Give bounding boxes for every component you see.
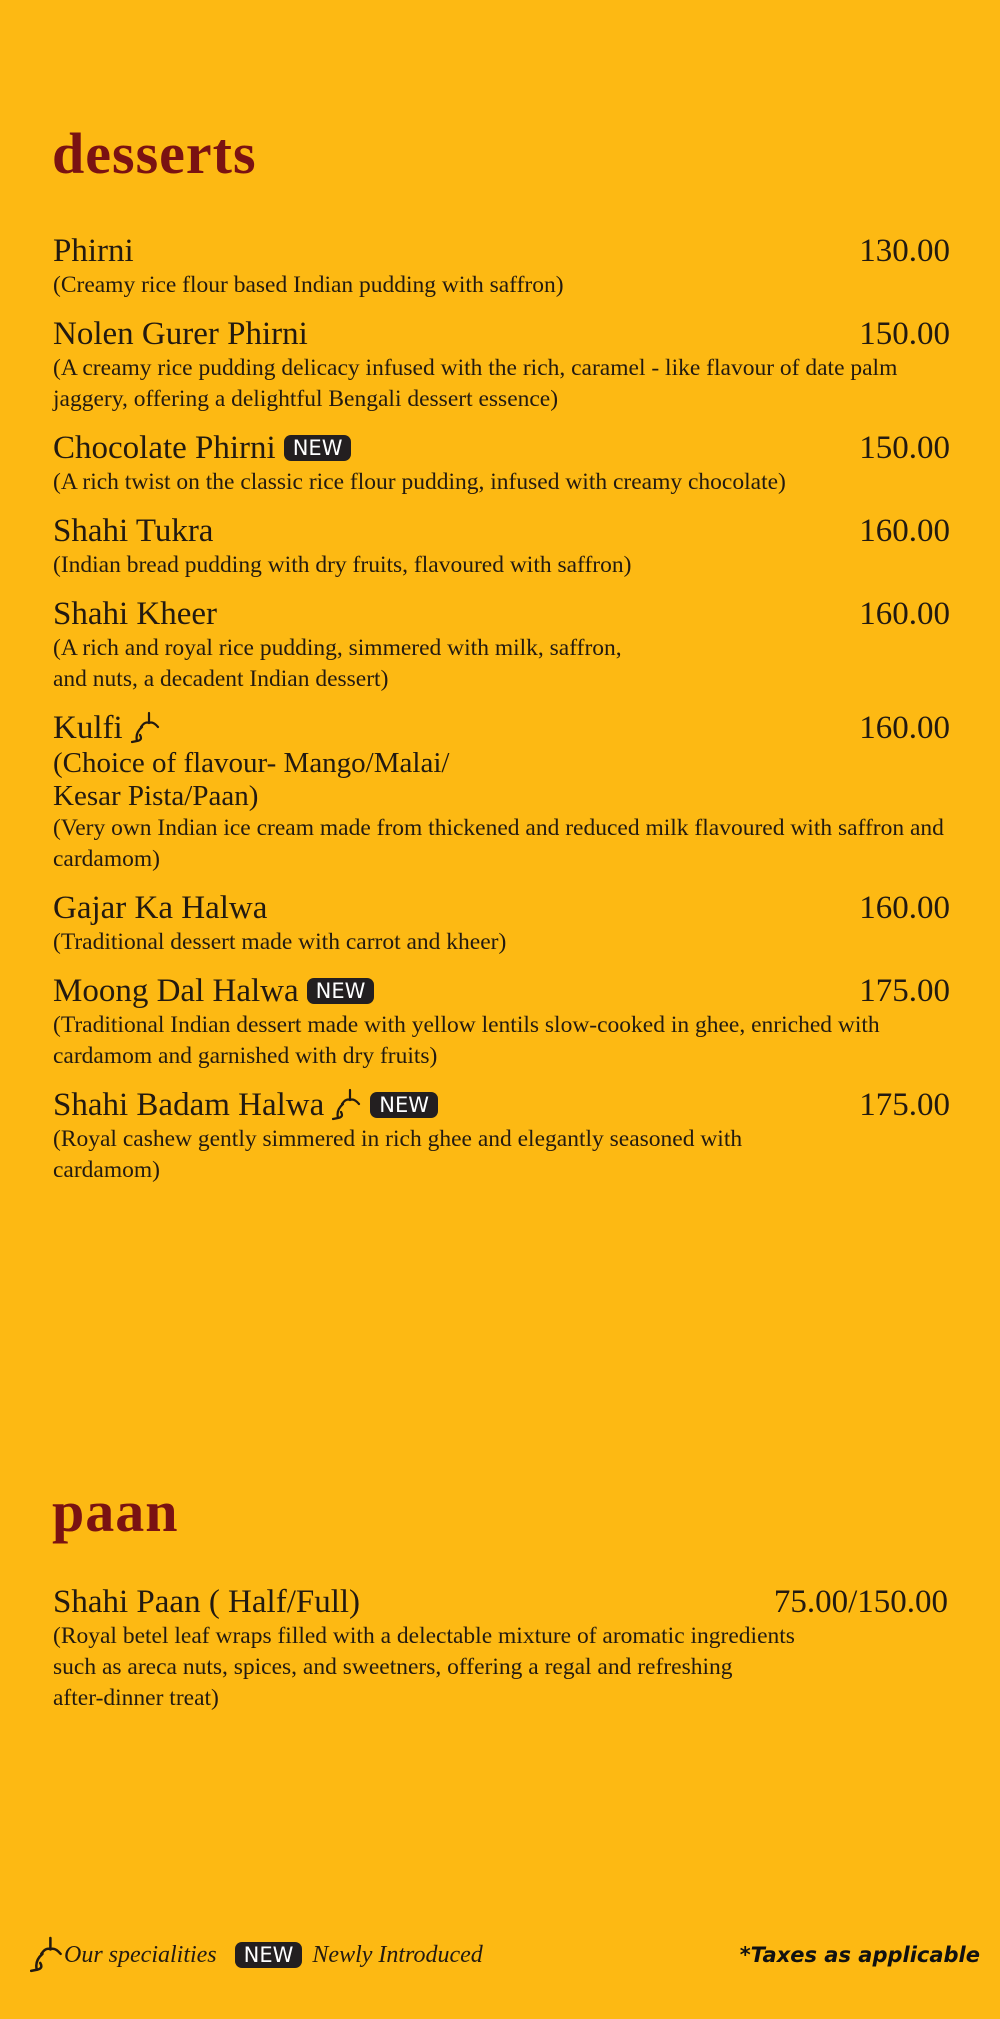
item-price: 175.00 — [859, 1087, 950, 1123]
item-price: 160.00 — [859, 710, 950, 746]
item-desc: (Indian bread pudding with dry fruits, flavoured with saffron) — [53, 552, 632, 578]
item-desc: (A rich twist on the classic rice flour pudding, infused with creamy chocolate) — [53, 469, 786, 495]
legend-footer — [30, 1930, 980, 1980]
menu-item-phirni — [53, 232, 950, 301]
menu-item-shahi-tukra — [53, 512, 950, 581]
item-desc-line: (Royal cashew gently simmered in rich ghee and elegantly seasoned with — [53, 1126, 743, 1152]
menu-item-shahi-kheer — [53, 595, 950, 695]
item-name: Shahi Badam Halwa — [53, 1087, 325, 1123]
item-name: Phirni — [53, 233, 134, 269]
item-name-wrap — [53, 429, 351, 467]
taxes-note: *Taxes as applicable — [739, 1943, 980, 1967]
item-desc-line: (Royal betel leaf wraps filled with a delectable mixture of aromatic ingredients — [53, 1623, 795, 1649]
new-badge: NEW — [307, 978, 375, 1004]
item-name: Shahi Paan ( Half/Full) — [53, 1584, 361, 1620]
item-name: Shahi Tukra — [53, 513, 214, 549]
item-desc: (Traditional dessert made with carrot and kheer) — [53, 929, 507, 955]
item-name: Moong Dal Halwa — [53, 973, 299, 1009]
item-price: 150.00 — [859, 316, 950, 352]
specialty-icon — [131, 711, 161, 745]
new-badge: NEW — [370, 1092, 438, 1118]
item-name-wrap — [53, 972, 374, 1010]
item-name-wrap — [53, 709, 161, 747]
item-desc: (A creamy rice pudding delicacy infused with the rich, caramel - like flavour of date palm jaggery, offering a delightful Bengali dessert essence) — [53, 355, 898, 412]
item-desc-line: after-dinner treat) — [53, 1685, 219, 1711]
item-desc: (Creamy rice flour based Indian pudding with saffron) — [53, 272, 564, 298]
item-price: 160.00 — [859, 890, 950, 926]
item-desc-line: and nuts, a decadent Indian dessert) — [53, 666, 389, 692]
item-name: Chocolate Phirni — [53, 430, 276, 466]
desserts-heading: desserts — [52, 121, 257, 186]
item-desc-line: such as areca nuts, spices, and sweetners, offering a regal and refreshing — [53, 1654, 733, 1680]
menu-item-gajar-ka-halwa — [53, 889, 950, 958]
specialities-label: Our specialities — [64, 1941, 217, 1968]
item-price: 75.00/150.00 — [773, 1584, 948, 1620]
item-desc: (Very own Indian ice cream made from thickened and reduced milk flavoured with saffron and cardamom) — [53, 815, 944, 872]
item-flavour-line: (Choice of flavour- Mango/Malai/ — [53, 747, 450, 779]
item-price: 150.00 — [859, 430, 950, 466]
item-price: 175.00 — [859, 973, 950, 1009]
item-price: 130.00 — [859, 233, 950, 269]
menu-item-shahi-badam-halwa — [53, 1086, 950, 1186]
menu-item-shahi-paan — [53, 1583, 950, 1714]
paan-menu — [53, 1583, 950, 1728]
item-name: Gajar Ka Halwa — [53, 890, 268, 926]
paan-heading: paan — [52, 1479, 179, 1544]
newly-introduced-label: Newly Introduced — [312, 1941, 483, 1968]
item-price: 160.00 — [859, 513, 950, 549]
new-badge: NEW — [284, 435, 352, 461]
item-name: Shahi Kheer — [53, 596, 218, 632]
new-badge-legend: NEW — [235, 1942, 303, 1968]
desserts-menu — [53, 232, 950, 1200]
menu-item-kulfi — [53, 709, 950, 875]
item-desc: (Traditional Indian dessert made with yellow lentils slow-cooked in ghee, enriched with cardamom and garnished with dry fruits) — [53, 1012, 880, 1069]
menu-item-moong-dal-halwa — [53, 972, 950, 1072]
lamp-specialty-icon — [30, 1930, 64, 1980]
item-name: Nolen Gurer Phirni — [53, 316, 308, 352]
item-desc-line: cardamom) — [53, 1157, 161, 1183]
specialty-icon — [332, 1088, 362, 1122]
item-price: 160.00 — [859, 596, 950, 632]
menu-item-nolen-gurer-phirni — [53, 315, 950, 415]
item-name-wrap — [53, 1086, 438, 1124]
item-name: Kulfi — [53, 710, 123, 746]
item-desc-line: (A rich and royal rice pudding, simmered with milk, saffron, — [53, 635, 622, 661]
menu-item-chocolate-phirni — [53, 429, 950, 498]
item-flavour-line: Kesar Pista/Paan) — [53, 780, 259, 812]
